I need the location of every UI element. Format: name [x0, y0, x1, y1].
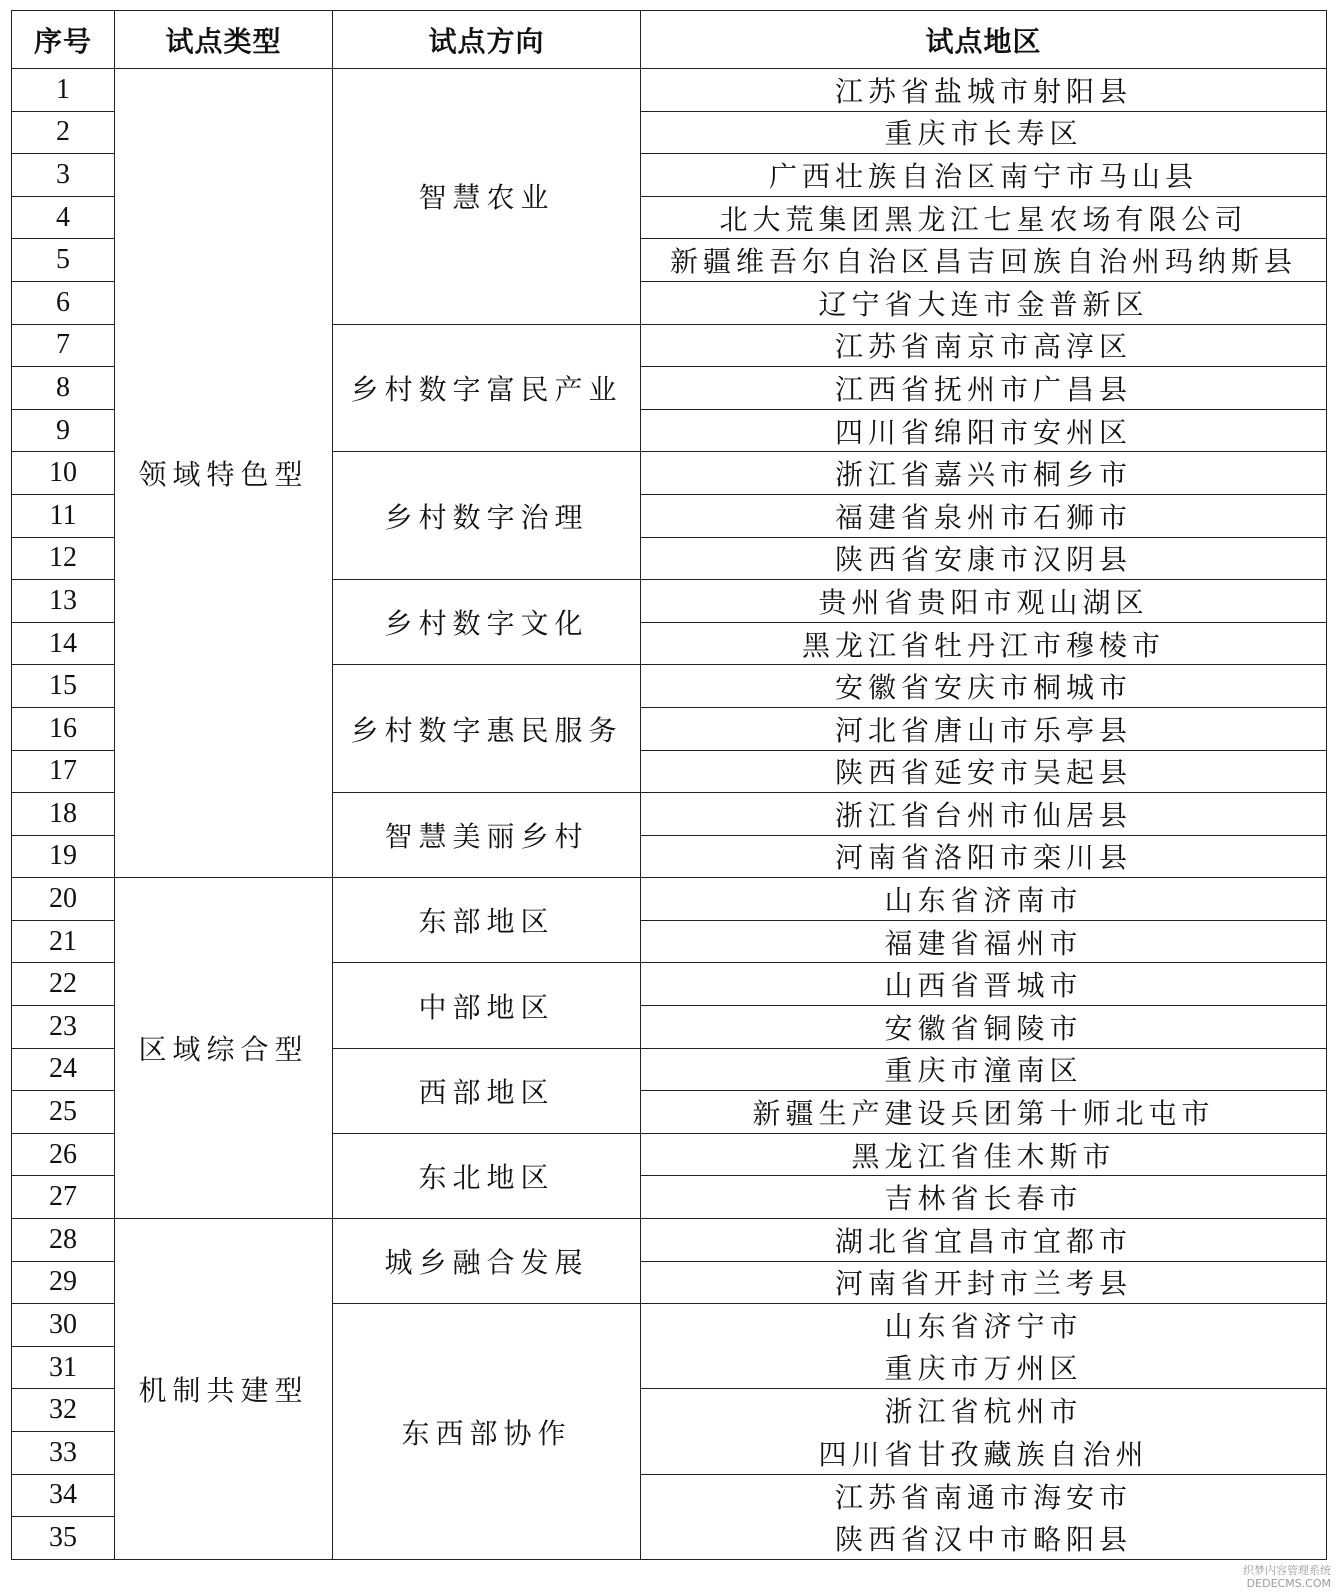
serial-number-cell: 8	[12, 367, 115, 410]
pilot-region-cell: 江西省抚州市广昌县	[641, 367, 1327, 410]
serial-number-cell: 10	[12, 452, 115, 495]
serial-number-cell: 34	[12, 1474, 115, 1517]
watermark-line-1: 织梦内容管理系统	[1243, 1564, 1331, 1577]
pilot-region-cell: 江苏省盐城市射阳县	[641, 69, 1327, 112]
serial-number-cell: 3	[12, 154, 115, 197]
serial-number-cell: 21	[12, 920, 115, 963]
table-row	[12, 1219, 1327, 1262]
pilot-region-cell: 浙江省嘉兴市桐乡市	[641, 452, 1327, 495]
pilot-region-cell: 陕西省安康市汉阴县	[641, 537, 1327, 580]
watermark	[1243, 1564, 1331, 1590]
pilot-region-cell: 重庆市潼南区	[641, 1048, 1327, 1091]
pilot-region-cell: 黑龙江省佳木斯市	[641, 1133, 1327, 1176]
pilot-region-cell: 广西壮族自治区南宁市马山县	[641, 154, 1327, 197]
pilot-direction-cell: 东部地区	[333, 878, 641, 963]
serial-number-cell: 9	[12, 409, 115, 452]
pilot-region-cell: 江苏省南通市海安市	[641, 1474, 1327, 1517]
serial-number-cell: 2	[12, 111, 115, 154]
pilot-direction-cell: 乡村数字惠民服务	[333, 665, 641, 793]
serial-number-cell: 17	[12, 750, 115, 793]
serial-number-cell: 32	[12, 1389, 115, 1432]
serial-number-cell: 16	[12, 707, 115, 750]
serial-number-cell: 33	[12, 1432, 115, 1475]
serial-number-cell: 27	[12, 1176, 115, 1219]
pilot-region-cell: 新疆生产建设兵团第十师北屯市	[641, 1091, 1327, 1134]
serial-number-cell: 7	[12, 324, 115, 367]
table-header	[12, 11, 1327, 69]
pilot-region-cell: 安徽省铜陵市	[641, 1006, 1327, 1049]
pilot-type-cell: 机制共建型	[115, 1219, 333, 1560]
pilot-region-cell: 重庆市万州区	[641, 1346, 1327, 1389]
pilot-region-cell: 福建省泉州市石狮市	[641, 494, 1327, 537]
pilot-region-cell: 湖北省宜昌市宜都市	[641, 1219, 1327, 1262]
serial-number-cell: 29	[12, 1261, 115, 1304]
serial-number-cell: 19	[12, 835, 115, 878]
serial-number-cell: 11	[12, 494, 115, 537]
pilot-region-cell: 陕西省延安市吴起县	[641, 750, 1327, 793]
pilot-region-cell: 山东省济南市	[641, 878, 1327, 921]
pilot-region-cell: 辽宁省大连市金普新区	[641, 281, 1327, 324]
pilot-region-cell: 河南省开封市兰考县	[641, 1261, 1327, 1304]
pilot-direction-cell: 西部地区	[333, 1048, 641, 1133]
serial-number-cell: 31	[12, 1346, 115, 1389]
table-row	[12, 69, 1327, 112]
table-row	[12, 878, 1327, 921]
serial-number-cell: 22	[12, 963, 115, 1006]
pilot-region-cell: 浙江省台州市仙居县	[641, 793, 1327, 836]
serial-number-cell: 23	[12, 1006, 115, 1049]
pilot-region-cell: 江苏省南京市高淳区	[641, 324, 1327, 367]
serial-number-cell: 13	[12, 580, 115, 623]
header-pilot-region: 试点地区	[641, 11, 1327, 69]
header-pilot-type: 试点类型	[115, 11, 333, 69]
serial-number-cell: 24	[12, 1048, 115, 1091]
header-serial-number: 序号	[12, 11, 115, 69]
pilot-region-cell: 新疆维吾尔自治区昌吉回族自治州玛纳斯县	[641, 239, 1327, 282]
serial-number-cell: 5	[12, 239, 115, 282]
pilot-type-cell: 领域特色型	[115, 69, 333, 878]
pilot-region-cell: 贵州省贵阳市观山湖区	[641, 580, 1327, 623]
serial-number-cell: 25	[12, 1091, 115, 1134]
pilot-region-cell: 山东省济宁市	[641, 1304, 1327, 1347]
serial-number-cell: 4	[12, 196, 115, 239]
serial-number-cell: 6	[12, 281, 115, 324]
pilot-direction-cell: 乡村数字富民产业	[333, 324, 641, 452]
pilot-region-cell: 浙江省杭州市	[641, 1389, 1327, 1432]
pilot-region-cell: 河北省唐山市乐亭县	[641, 707, 1327, 750]
pilot-region-cell: 河南省洛阳市栾川县	[641, 835, 1327, 878]
pilot-region-cell: 吉林省长春市	[641, 1176, 1327, 1219]
header-row	[12, 11, 1327, 69]
pilot-direction-cell: 智慧美丽乡村	[333, 793, 641, 878]
pilot-direction-cell: 东西部协作	[333, 1304, 641, 1560]
pilot-region-cell: 山西省晋城市	[641, 963, 1327, 1006]
pilot-region-cell: 福建省福州市	[641, 920, 1327, 963]
header-pilot-direction: 试点方向	[333, 11, 641, 69]
pilot-region-table	[11, 10, 1327, 1560]
serial-number-cell: 18	[12, 793, 115, 836]
pilot-direction-cell: 中部地区	[333, 963, 641, 1048]
pilot-region-cell: 重庆市长寿区	[641, 111, 1327, 154]
pilot-direction-cell: 东北地区	[333, 1133, 641, 1218]
serial-number-cell: 12	[12, 537, 115, 580]
serial-number-cell: 20	[12, 878, 115, 921]
pilot-region-cell: 四川省绵阳市安州区	[641, 409, 1327, 452]
table-body	[12, 69, 1327, 1560]
serial-number-cell: 14	[12, 622, 115, 665]
watermark-line-2: DEDECMS.COM	[1246, 1577, 1331, 1590]
pilot-type-cell: 区域综合型	[115, 878, 333, 1219]
pilot-direction-cell: 乡村数字治理	[333, 452, 641, 580]
serial-number-cell: 1	[12, 69, 115, 112]
pilot-direction-cell: 城乡融合发展	[333, 1219, 641, 1304]
serial-number-cell: 35	[12, 1517, 115, 1560]
serial-number-cell: 28	[12, 1219, 115, 1262]
pilot-direction-cell: 乡村数字文化	[333, 580, 641, 665]
pilot-region-cell: 安徽省安庆市桐城市	[641, 665, 1327, 708]
serial-number-cell: 26	[12, 1133, 115, 1176]
pilot-region-cell: 北大荒集团黑龙江七星农场有限公司	[641, 196, 1327, 239]
pilot-region-cell: 四川省甘孜藏族自治州	[641, 1432, 1327, 1475]
pilot-region-cell: 黑龙江省牡丹江市穆棱市	[641, 622, 1327, 665]
serial-number-cell: 15	[12, 665, 115, 708]
pilot-direction-cell: 智慧农业	[333, 69, 641, 325]
serial-number-cell: 30	[12, 1304, 115, 1347]
pilot-region-cell: 陕西省汉中市略阳县	[641, 1517, 1327, 1560]
